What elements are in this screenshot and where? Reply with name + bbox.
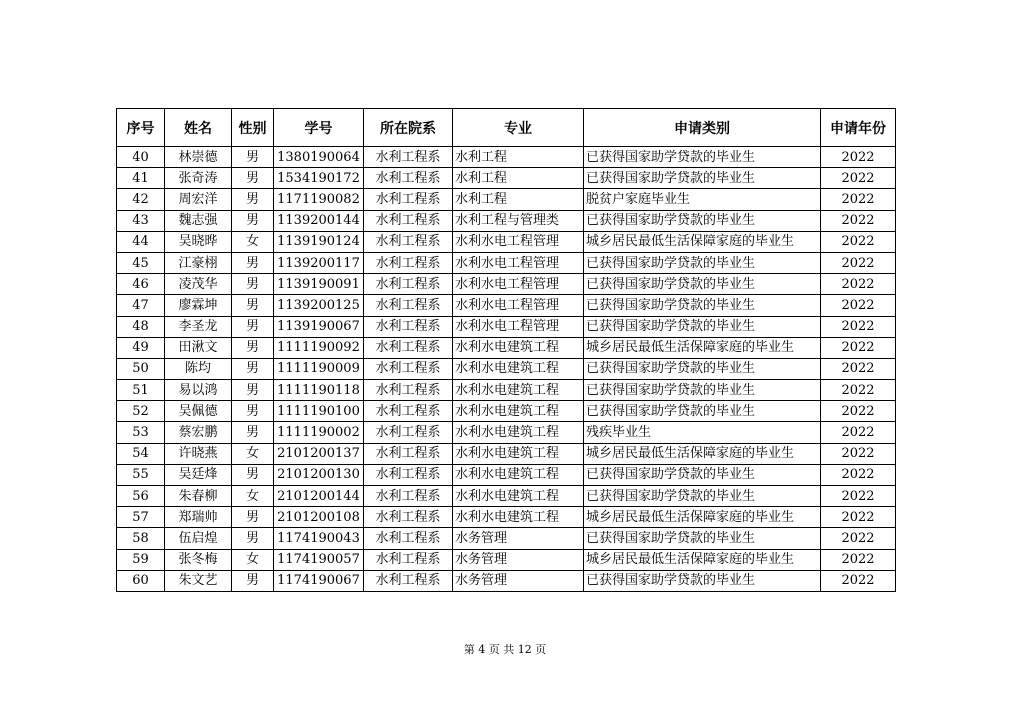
cell-name: 蔡宏鹏 — [165, 422, 232, 443]
cell-major: 水利水电建筑工程 — [453, 443, 584, 464]
cell-major: 水利水电建筑工程 — [453, 358, 584, 379]
table-row — [117, 147, 896, 168]
cell-category: 已获得国家助学贷款的毕业生 — [584, 528, 821, 549]
cell-year: 2022 — [821, 147, 896, 168]
cell-year: 2022 — [821, 570, 896, 591]
cell-name: 吴佩德 — [165, 401, 232, 422]
cell-major: 水利水电建筑工程 — [453, 486, 584, 507]
cell-department: 水利工程系 — [364, 401, 453, 422]
cell-major: 水利水电建筑工程 — [453, 380, 584, 401]
table-row — [117, 358, 896, 379]
cell-name: 陈均 — [165, 358, 232, 379]
cell-category: 城乡居民最低生活保障家庭的毕业生 — [584, 231, 821, 252]
cell-gender: 男 — [232, 358, 274, 379]
cell-student-id: 2101200108 — [274, 507, 364, 528]
cell-category: 脱贫户家庭毕业生 — [584, 189, 821, 210]
cell-student-id: 2101200130 — [274, 464, 364, 485]
cell-department: 水利工程系 — [364, 422, 453, 443]
table-row — [117, 316, 896, 337]
cell-gender: 男 — [232, 210, 274, 231]
cell-year: 2022 — [821, 549, 896, 570]
table-row — [117, 231, 896, 252]
cell-index: 42 — [117, 189, 165, 210]
header-gender: 性别 — [232, 109, 274, 147]
cell-student-id: 1139200117 — [274, 252, 364, 273]
cell-index: 46 — [117, 274, 165, 295]
cell-student-id: 1111190092 — [274, 337, 364, 358]
cell-name: 廖霖坤 — [165, 295, 232, 316]
cell-major: 水利水电建筑工程 — [453, 422, 584, 443]
cell-student-id: 1380190064 — [274, 147, 364, 168]
table-row — [117, 570, 896, 591]
table-row — [117, 401, 896, 422]
table-row — [117, 168, 896, 189]
cell-index: 45 — [117, 252, 165, 273]
cell-index: 51 — [117, 380, 165, 401]
cell-index: 56 — [117, 486, 165, 507]
cell-index: 47 — [117, 295, 165, 316]
cell-department: 水利工程系 — [364, 443, 453, 464]
cell-major: 水利工程 — [453, 147, 584, 168]
cell-student-id: 1139190124 — [274, 231, 364, 252]
cell-index: 43 — [117, 210, 165, 231]
cell-name: 江豪栩 — [165, 252, 232, 273]
cell-gender: 男 — [232, 316, 274, 337]
cell-year: 2022 — [821, 189, 896, 210]
cell-department: 水利工程系 — [364, 231, 453, 252]
cell-department: 水利工程系 — [364, 507, 453, 528]
cell-category: 已获得国家助学贷款的毕业生 — [584, 210, 821, 231]
cell-gender: 男 — [232, 147, 274, 168]
cell-index: 58 — [117, 528, 165, 549]
cell-index: 60 — [117, 570, 165, 591]
cell-category: 城乡居民最低生活保障家庭的毕业生 — [584, 443, 821, 464]
cell-name: 郑瑞帅 — [165, 507, 232, 528]
table-row — [117, 210, 896, 231]
cell-department: 水利工程系 — [364, 549, 453, 570]
header-row — [117, 109, 896, 147]
cell-gender: 男 — [232, 570, 274, 591]
cell-department: 水利工程系 — [364, 570, 453, 591]
cell-name: 张冬梅 — [165, 549, 232, 570]
cell-year: 2022 — [821, 401, 896, 422]
cell-major: 水利工程 — [453, 189, 584, 210]
cell-department: 水利工程系 — [364, 295, 453, 316]
cell-year: 2022 — [821, 464, 896, 485]
cell-gender: 男 — [232, 274, 274, 295]
table-row — [117, 486, 896, 507]
table-body — [117, 147, 896, 592]
cell-student-id: 2101200137 — [274, 443, 364, 464]
table-row — [117, 422, 896, 443]
cell-index: 59 — [117, 549, 165, 570]
header-student-id: 学号 — [274, 109, 364, 147]
cell-gender: 男 — [232, 168, 274, 189]
cell-name: 周宏洋 — [165, 189, 232, 210]
cell-student-id: 2101200144 — [274, 486, 364, 507]
cell-name: 魏志强 — [165, 210, 232, 231]
cell-student-id: 1171190082 — [274, 189, 364, 210]
cell-gender: 女 — [232, 549, 274, 570]
cell-gender: 男 — [232, 189, 274, 210]
header-year: 申请年份 — [821, 109, 896, 147]
cell-gender: 男 — [232, 422, 274, 443]
cell-year: 2022 — [821, 168, 896, 189]
cell-major: 水利工程与管理类 — [453, 210, 584, 231]
cell-year: 2022 — [821, 528, 896, 549]
cell-year: 2022 — [821, 507, 896, 528]
cell-category: 已获得国家助学贷款的毕业生 — [584, 570, 821, 591]
cell-major: 水务管理 — [453, 528, 584, 549]
table-row — [117, 380, 896, 401]
cell-student-id: 1111190100 — [274, 401, 364, 422]
cell-major: 水利水电工程管理 — [453, 295, 584, 316]
cell-name: 凌茂华 — [165, 274, 232, 295]
cell-major: 水利水电工程管理 — [453, 231, 584, 252]
cell-year: 2022 — [821, 486, 896, 507]
cell-major: 水利水电建筑工程 — [453, 401, 584, 422]
table-header — [117, 109, 896, 147]
header-major: 专业 — [453, 109, 584, 147]
cell-index: 52 — [117, 401, 165, 422]
header-department: 所在院系 — [364, 109, 453, 147]
cell-name: 林崇德 — [165, 147, 232, 168]
table-row — [117, 549, 896, 570]
cell-category: 已获得国家助学贷款的毕业生 — [584, 401, 821, 422]
cell-gender: 男 — [232, 337, 274, 358]
cell-gender: 男 — [232, 401, 274, 422]
cell-name: 吴晓晔 — [165, 231, 232, 252]
cell-name: 易以鸿 — [165, 380, 232, 401]
cell-year: 2022 — [821, 274, 896, 295]
cell-name: 伍启煌 — [165, 528, 232, 549]
cell-index: 48 — [117, 316, 165, 337]
cell-category: 已获得国家助学贷款的毕业生 — [584, 316, 821, 337]
cell-student-id: 1111190002 — [274, 422, 364, 443]
cell-major: 水利水电工程管理 — [453, 274, 584, 295]
cell-student-id: 1174190057 — [274, 549, 364, 570]
cell-gender: 女 — [232, 443, 274, 464]
cell-name: 田湫文 — [165, 337, 232, 358]
cell-student-id: 1111190118 — [274, 380, 364, 401]
cell-department: 水利工程系 — [364, 358, 453, 379]
cell-name: 张奇涛 — [165, 168, 232, 189]
cell-index: 41 — [117, 168, 165, 189]
cell-year: 2022 — [821, 422, 896, 443]
cell-department: 水利工程系 — [364, 168, 453, 189]
cell-major: 水利水电工程管理 — [453, 252, 584, 273]
cell-category: 残疾毕业生 — [584, 422, 821, 443]
cell-year: 2022 — [821, 358, 896, 379]
cell-category: 城乡居民最低生活保障家庭的毕业生 — [584, 549, 821, 570]
cell-major: 水利水电工程管理 — [453, 316, 584, 337]
page-number-footer: 第 4 页 共 12 页 — [463, 643, 547, 656]
cell-major: 水利水电建筑工程 — [453, 507, 584, 528]
cell-index: 53 — [117, 422, 165, 443]
cell-department: 水利工程系 — [364, 337, 453, 358]
cell-gender: 男 — [232, 528, 274, 549]
cell-major: 水务管理 — [453, 570, 584, 591]
cell-category: 已获得国家助学贷款的毕业生 — [584, 486, 821, 507]
cell-gender: 女 — [232, 231, 274, 252]
cell-department: 水利工程系 — [364, 274, 453, 295]
cell-department: 水利工程系 — [364, 210, 453, 231]
cell-department: 水利工程系 — [364, 464, 453, 485]
cell-index: 55 — [117, 464, 165, 485]
cell-gender: 男 — [232, 252, 274, 273]
cell-gender: 女 — [232, 486, 274, 507]
cell-category: 已获得国家助学贷款的毕业生 — [584, 358, 821, 379]
cell-index: 44 — [117, 231, 165, 252]
cell-year: 2022 — [821, 231, 896, 252]
table-row — [117, 189, 896, 210]
cell-category: 已获得国家助学贷款的毕业生 — [584, 168, 821, 189]
cell-index: 57 — [117, 507, 165, 528]
cell-student-id: 1139190091 — [274, 274, 364, 295]
header-category: 申请类别 — [584, 109, 821, 147]
cell-category: 已获得国家助学贷款的毕业生 — [584, 380, 821, 401]
cell-index: 54 — [117, 443, 165, 464]
table-row — [117, 443, 896, 464]
cell-year: 2022 — [821, 337, 896, 358]
cell-category: 城乡居民最低生活保障家庭的毕业生 — [584, 507, 821, 528]
cell-student-id: 1111190009 — [274, 358, 364, 379]
cell-department: 水利工程系 — [364, 147, 453, 168]
cell-department: 水利工程系 — [364, 486, 453, 507]
table-row — [117, 252, 896, 273]
table-row — [117, 464, 896, 485]
cell-department: 水利工程系 — [364, 189, 453, 210]
applicant-table — [116, 108, 896, 592]
cell-department: 水利工程系 — [364, 252, 453, 273]
cell-student-id: 1174190067 — [274, 570, 364, 591]
cell-category: 已获得国家助学贷款的毕业生 — [584, 295, 821, 316]
table-row — [117, 295, 896, 316]
cell-gender: 男 — [232, 464, 274, 485]
cell-year: 2022 — [821, 252, 896, 273]
table-row — [117, 528, 896, 549]
cell-major: 水利水电建筑工程 — [453, 464, 584, 485]
cell-year: 2022 — [821, 316, 896, 337]
cell-index: 50 — [117, 358, 165, 379]
cell-gender: 男 — [232, 380, 274, 401]
table-row — [117, 337, 896, 358]
cell-index: 40 — [117, 147, 165, 168]
cell-gender: 男 — [232, 507, 274, 528]
cell-student-id: 1139200125 — [274, 295, 364, 316]
cell-department: 水利工程系 — [364, 316, 453, 337]
cell-name: 朱文艺 — [165, 570, 232, 591]
cell-major: 水利工程 — [453, 168, 584, 189]
cell-student-id: 1139190067 — [274, 316, 364, 337]
cell-department: 水利工程系 — [364, 380, 453, 401]
cell-name: 吴廷烽 — [165, 464, 232, 485]
cell-student-id: 1534190172 — [274, 168, 364, 189]
cell-student-id: 1139200144 — [274, 210, 364, 231]
cell-year: 2022 — [821, 210, 896, 231]
cell-student-id: 1174190043 — [274, 528, 364, 549]
cell-index: 49 — [117, 337, 165, 358]
header-name: 姓名 — [165, 109, 232, 147]
cell-major: 水务管理 — [453, 549, 584, 570]
cell-name: 许晓燕 — [165, 443, 232, 464]
header-index: 序号 — [117, 109, 165, 147]
cell-year: 2022 — [821, 443, 896, 464]
cell-category: 已获得国家助学贷款的毕业生 — [584, 252, 821, 273]
cell-department: 水利工程系 — [364, 528, 453, 549]
cell-year: 2022 — [821, 295, 896, 316]
cell-category: 城乡居民最低生活保障家庭的毕业生 — [584, 337, 821, 358]
cell-major: 水利水电建筑工程 — [453, 337, 584, 358]
cell-category: 已获得国家助学贷款的毕业生 — [584, 147, 821, 168]
table-row — [117, 507, 896, 528]
cell-category: 已获得国家助学贷款的毕业生 — [584, 464, 821, 485]
cell-gender: 男 — [232, 295, 274, 316]
table-row — [117, 274, 896, 295]
cell-year: 2022 — [821, 380, 896, 401]
cell-name: 朱春柳 — [165, 486, 232, 507]
cell-category: 已获得国家助学贷款的毕业生 — [584, 274, 821, 295]
cell-name: 李圣龙 — [165, 316, 232, 337]
